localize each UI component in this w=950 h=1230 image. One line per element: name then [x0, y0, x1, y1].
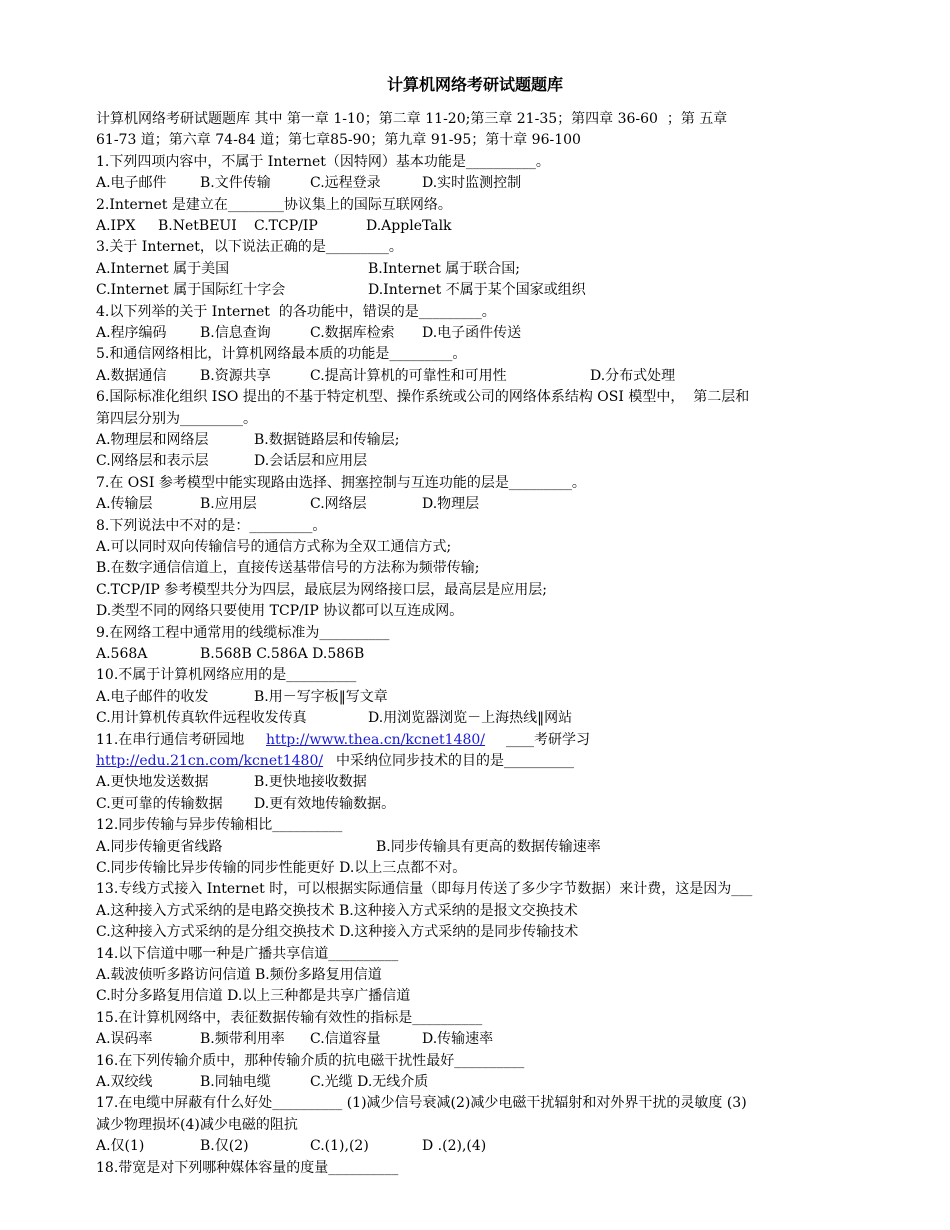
text-segment: 2.Internet 是建立在________协议集上的国际互联网络。	[96, 196, 452, 213]
text-line	[96, 109, 910, 130]
text-segment: D.传输速率	[422, 1031, 494, 1048]
text-segment: A.载波侦听多路访问信道 B.频份多路复用信道	[96, 967, 382, 983]
text-segment: D.AppleTalk	[366, 218, 452, 234]
text-segment: C.数据库检索	[310, 325, 395, 341]
text-line	[96, 858, 910, 879]
text-segment: 8.下列说法中不对的是：_________。	[96, 517, 327, 534]
text-segment: 10.不属于计算机网络应用的是__________	[96, 667, 357, 684]
text-line	[96, 837, 910, 858]
text-segment: A.仅(1)	[96, 1138, 145, 1155]
text-line	[96, 986, 910, 1007]
text-line	[96, 1136, 910, 1157]
text-segment: B.文件传输	[200, 175, 271, 192]
text-line	[96, 516, 910, 537]
text-segment: 9.在网络工程中通常用的线缆标准为__________	[96, 624, 390, 641]
text-segment: D.会话层和应用层	[254, 453, 368, 470]
text-segment: 第四层分别为_________。	[96, 410, 257, 427]
text-segment: 1.下列四项内容中，不属于 Internet（因特网）基本功能是__________。	[96, 153, 550, 170]
text-line	[96, 815, 910, 836]
text-line	[96, 280, 910, 301]
text-segment: 5.和通信网络相比，计算机网络最本质的功能是_________。	[96, 346, 467, 363]
text-segment: A.可以同时双向传输信号的通信方式称为全双工通信方式;	[96, 539, 452, 555]
text-segment: C.更可靠的传输数据	[96, 795, 223, 812]
text-line	[96, 1051, 910, 1072]
text-line	[96, 494, 910, 515]
text-line	[96, 302, 910, 323]
text-segment: D.物理层	[422, 496, 480, 513]
text-segment: ____考研学习	[506, 731, 590, 748]
text-line	[96, 944, 910, 965]
text-segment: B.568B C.586A D.586B	[200, 646, 365, 662]
text-segment: 18.带宽是对下列哪种媒体容量的度量__________	[96, 1159, 399, 1176]
text-line	[96, 387, 910, 408]
text-line	[96, 879, 910, 900]
text-segment: A.程序编码	[96, 325, 167, 341]
text-segment: B.资源共享	[200, 367, 271, 384]
text-line	[96, 922, 910, 943]
text-segment: D.Internet 不属于某个国家或组织	[368, 282, 586, 299]
text-segment: B.更快地接收数据	[254, 774, 367, 791]
text-segment: B.Internet 属于联合国;	[368, 260, 520, 277]
text-segment: B.用－写字板‖写文章	[254, 688, 388, 705]
text-line	[96, 1072, 910, 1093]
text-line	[96, 1158, 910, 1179]
text-segment: A.这种接入方式采纳的是电路交换技术 B.这种接入方式采纳的是报文交换技术	[96, 902, 578, 919]
text-line	[96, 1029, 910, 1050]
text-segment: B.频带利用率	[200, 1031, 285, 1048]
document-title: 计算机网络考研试题题库	[386, 75, 563, 94]
text-segment: C.网络层	[310, 496, 367, 513]
text-segment: 3.关于 Internet，以下说法正确的是_________。	[96, 239, 403, 256]
text-segment: 11.在串行通信考研园地	[96, 731, 245, 748]
text-line	[96, 601, 910, 622]
text-line	[96, 237, 910, 258]
text-segment: 12.同步传输与异步传输相比__________	[96, 817, 343, 834]
text-line	[96, 1008, 910, 1029]
text-segment: 15.在计算机网络中，表征数据传输有效性的指标是__________	[96, 1009, 483, 1026]
text-segment: C.(1),(2)	[310, 1138, 369, 1155]
text-segment: A.更快地发送数据	[96, 774, 209, 791]
text-line	[96, 708, 910, 729]
text-segment: A.568A	[96, 646, 148, 662]
text-segment: 14.以下信道中哪一种是广播共享信道__________	[96, 945, 399, 962]
hyperlink[interactable]: http://www.thea.cn/kcnet1480/	[266, 731, 486, 748]
text-segment: A.电子邮件	[96, 175, 167, 192]
text-line	[96, 409, 910, 430]
text-line	[96, 687, 910, 708]
text-segment: 17.在电缆中屏蔽有什么好处__________ (1)减少信号衰减(2)减少电磁干扰辐射和对外界干扰的灵敏度 (3)	[96, 1095, 747, 1112]
text-line	[96, 730, 910, 751]
text-line	[96, 794, 910, 815]
text-segment: 7.在 OSI 参考模型中能实现路由选择、拥塞控制与互连功能的层是_________。	[96, 474, 586, 491]
text-segment: C.光缆 D.无线介质	[310, 1074, 429, 1090]
text-segment: B.信息查询	[200, 325, 271, 341]
text-line	[96, 1093, 910, 1114]
text-segment: A.误码率	[96, 1031, 153, 1048]
text-segment: 13.专线方式接入 Internet 时，可以根据实际通信量（即每月传送了多少字节数据）来计费，这是因为___	[96, 881, 753, 898]
text-segment: C.信道容量	[310, 1031, 381, 1048]
text-line	[96, 644, 910, 665]
text-line	[96, 965, 910, 986]
text-segment: C.TCP/IP	[254, 218, 318, 234]
text-line	[96, 451, 910, 472]
text-line	[96, 1115, 910, 1136]
text-segment: 计算机网络考研试题题库 其中 第一章 1-10；第二章 11-20;第三章 21-35；第四章 36-60 ；第 五章	[96, 111, 728, 127]
text-segment: A.电子邮件的收发	[96, 688, 209, 705]
text-line	[96, 537, 910, 558]
text-segment: C.用计算机传真软件远程收发传真	[96, 710, 307, 727]
text-segment: A.Internet 属于美国	[96, 260, 230, 277]
text-line	[96, 430, 910, 451]
text-line	[96, 173, 910, 194]
text-segment: D.类型不同的网络只要使用 TCP/IP 协议都可以互连成网。	[96, 603, 464, 620]
text-segment: B.同轴电缆	[200, 1074, 271, 1090]
text-segment: D.用浏览器浏览－上海热线‖网站	[368, 710, 573, 727]
text-segment: C.提高计算机的可靠性和可用性	[310, 367, 507, 384]
text-segment: B.NetBEUI	[158, 218, 237, 234]
text-segment: D.电子函件传送	[422, 325, 522, 341]
text-line	[96, 152, 910, 173]
text-segment: C.这种接入方式采纳的是分组交换技术 D.这种接入方式采纳的是同步传输技术	[96, 924, 579, 941]
text-line	[96, 623, 910, 644]
text-segment: B.在数字通信信道上，直接传送基带信号的方法称为频带传输;	[96, 560, 480, 577]
text-line	[96, 259, 910, 280]
text-segment: 减少物理损坏(4)减少电磁的阻抗	[96, 1116, 298, 1133]
text-segment: C.TCP/IP 参考模型共分为四层，最底层为网络接口层，最高层是应用层;	[96, 581, 547, 598]
text-segment: C.时分多路复用信道 D.以上三种都是共享广播信道	[96, 988, 411, 1005]
text-segment: B.应用层	[200, 496, 257, 513]
text-line	[96, 323, 910, 344]
text-segment: B.同步传输具有更高的数据传输速率	[376, 838, 601, 855]
text-segment: A.IPX	[96, 218, 136, 234]
text-line	[96, 130, 910, 151]
text-segment: A.同步传输更省线路	[96, 838, 223, 855]
text-line	[96, 216, 910, 237]
text-segment: B.数据链路层和传输层;	[254, 432, 400, 448]
text-line	[96, 580, 910, 601]
text-line	[96, 751, 910, 772]
text-line	[96, 772, 910, 793]
text-segment: A.物理层和网络层	[96, 432, 209, 448]
hyperlink[interactable]: http://edu.21cn.com/kcnet1480/	[96, 753, 324, 769]
text-segment: 6.国际标准化组织 ISO 提出的不基于特定机型、操作系统或公司的网络体系结构 OSI 模型中， 第二层和	[96, 389, 750, 406]
text-line	[96, 473, 910, 494]
text-segment: 中采纳位同步技术的目的是__________	[336, 753, 574, 769]
text-segment: D.分布式处理	[590, 367, 676, 384]
text-line	[96, 366, 910, 387]
text-segment: D .(2),(4)	[422, 1138, 487, 1155]
text-segment: A.传输层	[96, 496, 153, 513]
text-segment: 61-73 道；第六章 74-84 道；第七章85-90；第九章 91-95；第十章 96-100	[96, 132, 581, 149]
text-segment: D.更有效地传输数据。	[254, 795, 396, 812]
text-segment: A.双绞线	[96, 1074, 153, 1090]
text-segment: B.仅(2)	[200, 1138, 249, 1155]
text-segment: 4.以下列举的关于 Internet 的各功能中，错误的是_________。	[96, 303, 496, 320]
text-segment: C.远程登录	[310, 175, 381, 192]
text-segment: A.数据通信	[96, 367, 167, 384]
text-line	[96, 901, 910, 922]
text-line	[96, 665, 910, 686]
text-line	[96, 344, 910, 365]
text-segment: C.网络层和表示层	[96, 453, 209, 470]
text-segment: C.同步传输比异步传输的同步性能更好 D.以上三点都不对。	[96, 860, 467, 876]
text-segment: 16.在下列传输介质中，那种传输介质的抗电磁干扰性最好__________	[96, 1052, 525, 1069]
text-segment: D.实时监测控制	[422, 175, 522, 192]
text-line	[96, 558, 910, 579]
text-line	[96, 195, 910, 216]
text-segment: C.Internet 属于国际红十字会	[96, 282, 286, 299]
